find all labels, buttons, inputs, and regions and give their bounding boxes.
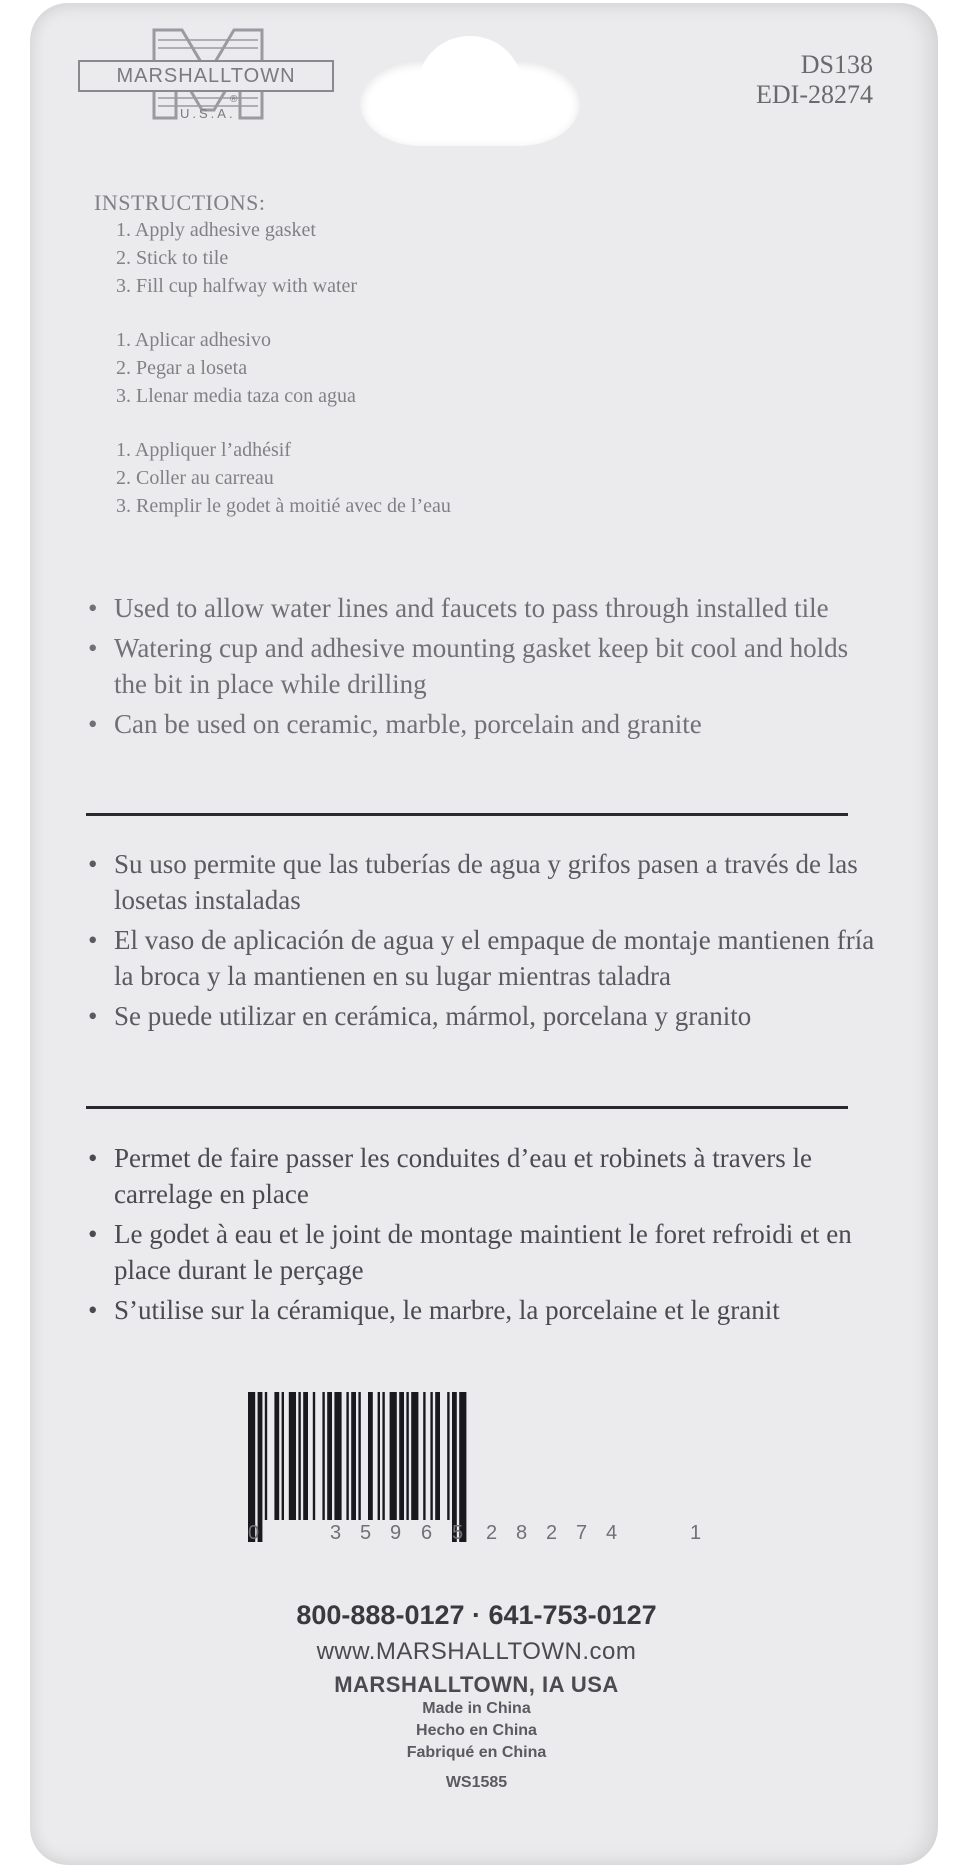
instruction-step: 3. Llenar media taza con agua [116,385,356,407]
instruction-step: 3. Remplir le godet à moitié avec de l’eau [116,495,451,517]
features-spanish [88,846,878,1038]
feature-item: • Se puede utilizar en cerámica, mármol, porcelana y granito [88,1001,752,1031]
barcode-bar [423,1392,425,1520]
instruction-step: 2. Coller au carreau [116,467,274,489]
barcode-bar [358,1392,360,1520]
barcode-bar [322,1392,324,1520]
instruction-step: 1. Appliquer l’adhésif [116,439,291,461]
barcode-bar [447,1392,449,1520]
instruction-step: 1. Apply adhesive gasket [116,219,316,241]
company-location: MARSHALLTOWN, IA USA [334,1672,619,1697]
brand-country: U.S.A. [180,106,236,121]
barcode-digit: 5 [360,1522,372,1544]
product-codes [756,50,873,110]
barcode-digit: 6 [421,1522,433,1544]
barcode-digit: 9 [390,1522,402,1544]
barcode-bar [282,1392,284,1520]
barcode-bar [289,1392,296,1520]
barcode-digit: 0 [248,1522,260,1544]
feature-text: Can be used on ceramic, marble, porcelain and granite [114,709,702,739]
barcode-bar [411,1392,418,1520]
origin-english: Made in China [422,1700,531,1717]
feature-item: • S’utilise sur la céramique, le marbre, la porcelaine et le granit [88,1295,780,1325]
barcode-bar [258,1392,263,1542]
divider [86,1106,848,1109]
barcode-digit: 2 [486,1522,498,1544]
barcode-bar [298,1392,300,1520]
model-code: DS138 [800,50,873,79]
barcode-bar [382,1392,384,1520]
phone-numbers: 800-888-0127 · 641-753-0127 [296,1600,657,1630]
brand-name: MARSHALLTOWN [78,60,334,92]
registered-mark: ® [230,94,238,105]
feature-item: • Watering cup and adhesive mounting gasket keep bit cool and holds the bit in place while drilling [88,633,849,699]
barcode-bar [399,1392,404,1520]
instruction-step: 1. Aplicar adhesivo [116,329,271,351]
origin-french: Fabriqué en China [406,1744,547,1761]
edi-code: EDI-28274 [756,80,873,109]
barcode-digit: 7 [576,1522,588,1544]
barcode-bar [406,1392,408,1520]
feature-item: • Permet de faire passer les conduites d’eau et robinets à travers le carrelage en place [88,1143,812,1209]
instructions-english [116,216,357,300]
barcode-digit: 5 [452,1522,464,1544]
feature-item: • Su uso permite que las tuberías de agua y grifos pasen a través de las losetas instaladas [88,849,858,915]
barcode-bar [378,1392,380,1520]
barcode-bar [327,1392,332,1520]
barcode-bar [452,1392,457,1542]
barcode-bar [390,1392,397,1520]
barcode-bar [346,1392,348,1520]
feature-text: S’utilise sur la céramique, le marbre, la porcelaine et le granit [114,1295,780,1325]
barcode-bar [248,1392,255,1542]
features-french [88,1140,878,1332]
feature-item: • Used to allow water lines and faucets to pass through installed tile [88,593,829,623]
feature-text: El vaso de aplicación de agua y el empaque de montaje mantienen fría la broca y la mantienen en su lugar mientras taladra [114,925,875,991]
instructions-title: INSTRUCTIONS: [94,190,266,215]
website-link[interactable]: www.MARSHALLTOWN.com [316,1638,637,1665]
barcode [244,1392,684,1542]
barcode-bar [303,1392,308,1520]
instruction-step: 3. Fill cup halfway with water [116,275,358,297]
barcode-bar [313,1392,315,1520]
barcode-bar [430,1392,432,1520]
instruction-step: 2. Stick to tile [116,247,229,269]
barcode-digit: 4 [606,1522,618,1544]
feature-item: • El vaso de aplicación de agua y el empaque de montaje mantienen fría la broca y la mantienen en su lugar mientras taladra [88,925,875,991]
divider [86,813,848,816]
barcode-bar [435,1392,440,1520]
feature-text: Watering cup and adhesive mounting gasket keep bit cool and holds the bit in place while drilling [114,633,849,699]
instructions-french [116,436,451,520]
feature-text: Permet de faire passer les conduites d’eau et robinets à travers le carrelage en place [114,1143,812,1209]
barcode-bar [351,1392,356,1520]
barcode-digit: 3 [330,1522,342,1544]
product-code: WS1585 [445,1774,508,1791]
barcode-bar [368,1392,373,1520]
feature-text: Le godet à eau et le joint de montage maintient le foret refroidi et en place durant le perçage [114,1219,852,1285]
features-english [88,590,878,746]
hang-hole [360,60,580,146]
feature-text: Used to allow water lines and faucets to pass through installed tile [114,593,829,623]
barcode-bar [265,1392,267,1520]
barcode-bar [334,1392,341,1520]
origin-spanish: Hecho en China [416,1722,537,1739]
feature-item: • Can be used on ceramic, marble, porcelain and granite [88,709,702,739]
barcode-digit: 1 [690,1522,702,1544]
barcode-digit: 8 [516,1522,528,1544]
barcode-bar [459,1392,466,1542]
feature-text: Se puede utilizar en cerámica, mármol, porcelana y granito [114,1001,752,1031]
brand-logo [76,26,336,126]
instructions-spanish [116,326,356,410]
feature-text: Su uso permite que las tuberías de agua y grifos pasen a través de las losetas instaladas [114,849,858,915]
barcode-digit: 2 [546,1522,558,1544]
barcode-bar [274,1392,279,1520]
instruction-step: 2. Pegar a loseta [116,357,248,379]
feature-item: • Le godet à eau et le joint de montage maintient le foret refroidi et en place durant le perçage [88,1219,852,1285]
